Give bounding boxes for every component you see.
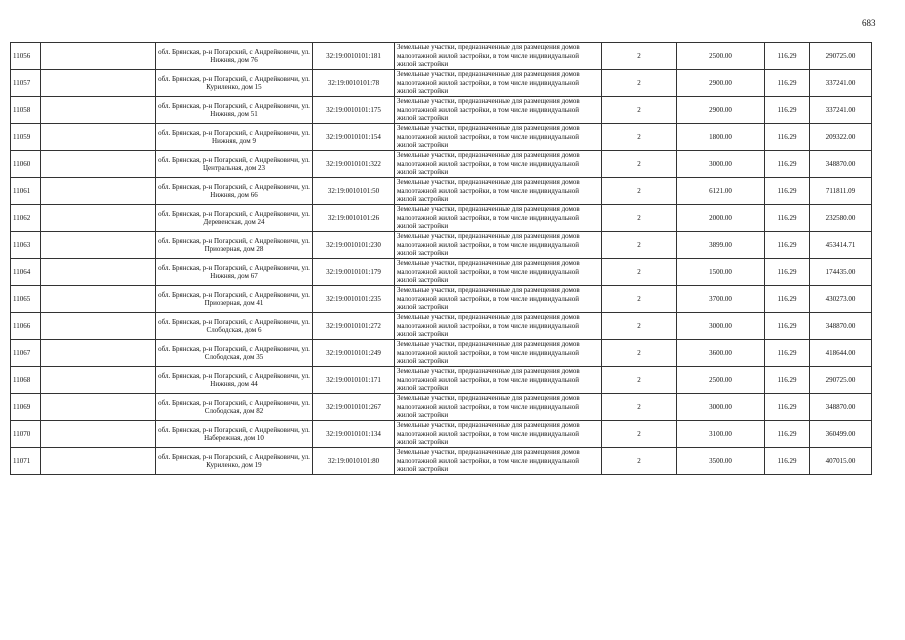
cadastral-value-cell: 348870.00 xyxy=(810,394,872,421)
row-number: 11067 xyxy=(11,340,41,367)
table-row xyxy=(11,286,872,313)
area-cell: 3899.00 xyxy=(677,232,765,259)
address-cell: обл. Брянская, р-н Погарский, с Андрейковичи, ул. Слободская, дом 82 xyxy=(156,394,313,421)
spacer-cell xyxy=(41,43,156,70)
cadastral-value-cell: 209322.00 xyxy=(810,124,872,151)
address-cell: обл. Брянская, р-н Погарский, с Андрейковичи, ул. Набережная, дом 10 xyxy=(156,421,313,448)
cadastral-number-cell: 32:19:0010101:179 xyxy=(313,259,395,286)
address-cell: обл. Брянская, р-н Погарский, с Андрейковичи, ул. Куриленко, дом 19 xyxy=(156,448,313,475)
area-cell: 3700.00 xyxy=(677,286,765,313)
area-cell: 3100.00 xyxy=(677,421,765,448)
cadastral-number-cell: 32:19:0010101:322 xyxy=(313,151,395,178)
cadastral-value-cell: 418644.00 xyxy=(810,340,872,367)
row-number: 11057 xyxy=(11,70,41,97)
land-category-cell: Земельные участки, предназначенные для размещения домов малоэтажной жилой застройки, в том числе индивидуальной жилой застройки xyxy=(395,151,602,178)
spacer-cell xyxy=(41,313,156,340)
table-body xyxy=(11,43,872,475)
group-cell: 2 xyxy=(602,286,677,313)
group-cell: 2 xyxy=(602,70,677,97)
address-cell: обл. Брянская, р-н Погарский, с Андрейковичи, ул. Деревенская, дом 24 xyxy=(156,205,313,232)
row-number: 11064 xyxy=(11,259,41,286)
spacer-cell xyxy=(41,259,156,286)
specific-value-cell: 116.29 xyxy=(765,367,810,394)
group-cell: 2 xyxy=(602,232,677,259)
land-category-cell: Земельные участки, предназначенные для размещения домов малоэтажной жилой застройки, в том числе индивидуальной жилой застройки xyxy=(395,70,602,97)
group-cell: 2 xyxy=(602,421,677,448)
cadastral-value-cell: 290725.00 xyxy=(810,367,872,394)
spacer-cell xyxy=(41,421,156,448)
address-cell: обл. Брянская, р-н Погарский, с Андрейковичи, ул. Центральная, дом 23 xyxy=(156,151,313,178)
group-cell: 2 xyxy=(602,394,677,421)
area-cell: 2900.00 xyxy=(677,97,765,124)
group-cell: 2 xyxy=(602,178,677,205)
cadastral-value-cell: 711811.09 xyxy=(810,178,872,205)
table-row xyxy=(11,394,872,421)
address-cell: обл. Брянская, р-н Погарский, с Андрейковичи, ул. Куриленко, дом 15 xyxy=(156,70,313,97)
area-cell: 6121.00 xyxy=(677,178,765,205)
cadastral-value-cell: 337241.00 xyxy=(810,97,872,124)
specific-value-cell: 116.29 xyxy=(765,313,810,340)
group-cell: 2 xyxy=(602,340,677,367)
address-cell: обл. Брянская, р-н Погарский, с Андрейковичи, ул. Слободская, дом 6 xyxy=(156,313,313,340)
table-row xyxy=(11,313,872,340)
specific-value-cell: 116.29 xyxy=(765,124,810,151)
row-number: 11059 xyxy=(11,124,41,151)
group-cell: 2 xyxy=(602,259,677,286)
spacer-cell xyxy=(41,367,156,394)
spacer-cell xyxy=(41,124,156,151)
spacer-cell xyxy=(41,448,156,475)
cadastral-value-table xyxy=(10,42,872,475)
group-cell: 2 xyxy=(602,124,677,151)
land-category-cell: Земельные участки, предназначенные для размещения домов малоэтажной жилой застройки, в том числе индивидуальной жилой застройки xyxy=(395,43,602,70)
cadastral-number-cell: 32:19:0010101:78 xyxy=(313,70,395,97)
address-cell: обл. Брянская, р-н Погарский, с Андрейковичи, ул. Нижняя, дом 67 xyxy=(156,259,313,286)
specific-value-cell: 116.29 xyxy=(765,151,810,178)
table-row xyxy=(11,340,872,367)
spacer-cell xyxy=(41,70,156,97)
table-row xyxy=(11,178,872,205)
land-category-cell: Земельные участки, предназначенные для размещения домов малоэтажной жилой застройки, в том числе индивидуальной жилой застройки xyxy=(395,421,602,448)
group-cell: 2 xyxy=(602,151,677,178)
land-category-cell: Земельные участки, предназначенные для размещения домов малоэтажной жилой застройки, в том числе индивидуальной жилой застройки xyxy=(395,340,602,367)
specific-value-cell: 116.29 xyxy=(765,178,810,205)
specific-value-cell: 116.29 xyxy=(765,340,810,367)
spacer-cell xyxy=(41,97,156,124)
cadastral-number-cell: 32:19:0010101:175 xyxy=(313,97,395,124)
land-category-cell: Земельные участки, предназначенные для размещения домов малоэтажной жилой застройки, в том числе индивидуальной жилой застройки xyxy=(395,259,602,286)
address-cell: обл. Брянская, р-н Погарский, с Андрейковичи, ул. Нижняя, дом 9 xyxy=(156,124,313,151)
row-number: 11058 xyxy=(11,97,41,124)
group-cell: 2 xyxy=(602,97,677,124)
cadastral-value-cell: 407015.00 xyxy=(810,448,872,475)
cadastral-number-cell: 32:19:0010101:80 xyxy=(313,448,395,475)
address-cell: обл. Брянская, р-н Погарский, с Андрейковичи, ул. Нижняя, дом 44 xyxy=(156,367,313,394)
land-category-cell: Земельные участки, предназначенные для размещения домов малоэтажной жилой застройки, в том числе индивидуальной жилой застройки xyxy=(395,124,602,151)
cadastral-number-cell: 32:19:0010101:249 xyxy=(313,340,395,367)
specific-value-cell: 116.29 xyxy=(765,43,810,70)
table-row xyxy=(11,124,872,151)
group-cell: 2 xyxy=(602,313,677,340)
cadastral-number-cell: 32:19:0010101:235 xyxy=(313,286,395,313)
address-cell: обл. Брянская, р-н Погарский, с Андрейковичи, ул. Приозерная, дом 28 xyxy=(156,232,313,259)
specific-value-cell: 116.29 xyxy=(765,286,810,313)
table-row xyxy=(11,205,872,232)
land-category-cell: Земельные участки, предназначенные для размещения домов малоэтажной жилой застройки, в том числе индивидуальной жилой застройки xyxy=(395,367,602,394)
cadastral-number-cell: 32:19:0010101:134 xyxy=(313,421,395,448)
row-number: 11061 xyxy=(11,178,41,205)
table-row xyxy=(11,70,872,97)
land-category-cell: Земельные участки, предназначенные для размещения домов малоэтажной жилой застройки, в том числе индивидуальной жилой застройки xyxy=(395,448,602,475)
area-cell: 3600.00 xyxy=(677,340,765,367)
row-number: 11060 xyxy=(11,151,41,178)
cadastral-number-cell: 32:19:0010101:272 xyxy=(313,313,395,340)
address-cell: обл. Брянская, р-н Погарский, с Андрейковичи, ул. Приозерная, дом 41 xyxy=(156,286,313,313)
specific-value-cell: 116.29 xyxy=(765,421,810,448)
cadastral-number-cell: 32:19:0010101:171 xyxy=(313,367,395,394)
group-cell: 2 xyxy=(602,448,677,475)
group-cell: 2 xyxy=(602,367,677,394)
cadastral-value-cell: 174435.00 xyxy=(810,259,872,286)
address-cell: обл. Брянская, р-н Погарский, с Андрейковичи, ул. Нижняя, дом 76 xyxy=(156,43,313,70)
table-row xyxy=(11,421,872,448)
table-row xyxy=(11,232,872,259)
specific-value-cell: 116.29 xyxy=(765,232,810,259)
land-category-cell: Земельные участки, предназначенные для размещения домов малоэтажной жилой застройки, в том числе индивидуальной жилой застройки xyxy=(395,205,602,232)
area-cell: 2000.00 xyxy=(677,205,765,232)
specific-value-cell: 116.29 xyxy=(765,70,810,97)
row-number: 11070 xyxy=(11,421,41,448)
table-row xyxy=(11,43,872,70)
table-row xyxy=(11,259,872,286)
land-category-cell: Земельные участки, предназначенные для размещения домов малоэтажной жилой застройки, в том числе индивидуальной жилой застройки xyxy=(395,97,602,124)
area-cell: 3000.00 xyxy=(677,151,765,178)
land-category-cell: Земельные участки, предназначенные для размещения домов малоэтажной жилой застройки, в том числе индивидуальной жилой застройки xyxy=(395,178,602,205)
table-row xyxy=(11,448,872,475)
table-row xyxy=(11,97,872,124)
row-number: 11063 xyxy=(11,232,41,259)
table-row xyxy=(11,367,872,394)
cadastral-value-cell: 453414.71 xyxy=(810,232,872,259)
cadastral-number-cell: 32:19:0010101:181 xyxy=(313,43,395,70)
cadastral-number-cell: 32:19:0010101:267 xyxy=(313,394,395,421)
area-cell: 1800.00 xyxy=(677,124,765,151)
cadastral-value-cell: 348870.00 xyxy=(810,151,872,178)
cadastral-value-cell: 348870.00 xyxy=(810,313,872,340)
spacer-cell xyxy=(41,205,156,232)
spacer-cell xyxy=(41,232,156,259)
cadastral-value-cell: 360499.00 xyxy=(810,421,872,448)
spacer-cell xyxy=(41,178,156,205)
area-cell: 2900.00 xyxy=(677,70,765,97)
cadastral-value-cell: 430273.00 xyxy=(810,286,872,313)
specific-value-cell: 116.29 xyxy=(765,394,810,421)
land-category-cell: Земельные участки, предназначенные для размещения домов малоэтажной жилой застройки, в том числе индивидуальной жилой застройки xyxy=(395,313,602,340)
spacer-cell xyxy=(41,394,156,421)
address-cell: обл. Брянская, р-н Погарский, с Андрейковичи, ул. Слободская, дом 35 xyxy=(156,340,313,367)
row-number: 11071 xyxy=(11,448,41,475)
row-number: 11065 xyxy=(11,286,41,313)
table-row xyxy=(11,151,872,178)
cadastral-value-cell: 290725.00 xyxy=(810,43,872,70)
spacer-cell xyxy=(41,151,156,178)
cadastral-number-cell: 32:19:0010101:154 xyxy=(313,124,395,151)
spacer-cell xyxy=(41,286,156,313)
address-cell: обл. Брянская, р-н Погарский, с Андрейковичи, ул. Нижняя, дом 66 xyxy=(156,178,313,205)
cadastral-number-cell: 32:19:0010101:26 xyxy=(313,205,395,232)
address-cell: обл. Брянская, р-н Погарский, с Андрейковичи, ул. Нижняя, дом 51 xyxy=(156,97,313,124)
spacer-cell xyxy=(41,340,156,367)
area-cell: 2500.00 xyxy=(677,367,765,394)
land-category-cell: Земельные участки, предназначенные для размещения домов малоэтажной жилой застройки, в том числе индивидуальной жилой застройки xyxy=(395,232,602,259)
row-number: 11062 xyxy=(11,205,41,232)
group-cell: 2 xyxy=(602,205,677,232)
cadastral-number-cell: 32:19:0010101:50 xyxy=(313,178,395,205)
cadastral-value-cell: 232580.00 xyxy=(810,205,872,232)
area-cell: 3000.00 xyxy=(677,313,765,340)
cadastral-value-cell: 337241.00 xyxy=(810,70,872,97)
land-category-cell: Земельные участки, предназначенные для размещения домов малоэтажной жилой застройки, в том числе индивидуальной жилой застройки xyxy=(395,394,602,421)
area-cell: 1500.00 xyxy=(677,259,765,286)
specific-value-cell: 116.29 xyxy=(765,259,810,286)
row-number: 11066 xyxy=(11,313,41,340)
specific-value-cell: 116.29 xyxy=(765,205,810,232)
area-cell: 3500.00 xyxy=(677,448,765,475)
area-cell: 2500.00 xyxy=(677,43,765,70)
land-category-cell: Земельные участки, предназначенные для размещения домов малоэтажной жилой застройки, в том числе индивидуальной жилой застройки xyxy=(395,286,602,313)
cadastral-number-cell: 32:19:0010101:230 xyxy=(313,232,395,259)
group-cell: 2 xyxy=(602,43,677,70)
specific-value-cell: 116.29 xyxy=(765,448,810,475)
specific-value-cell: 116.29 xyxy=(765,97,810,124)
row-number: 11069 xyxy=(11,394,41,421)
area-cell: 3000.00 xyxy=(677,394,765,421)
row-number: 11056 xyxy=(11,43,41,70)
page-number: 683 xyxy=(862,18,876,28)
row-number: 11068 xyxy=(11,367,41,394)
